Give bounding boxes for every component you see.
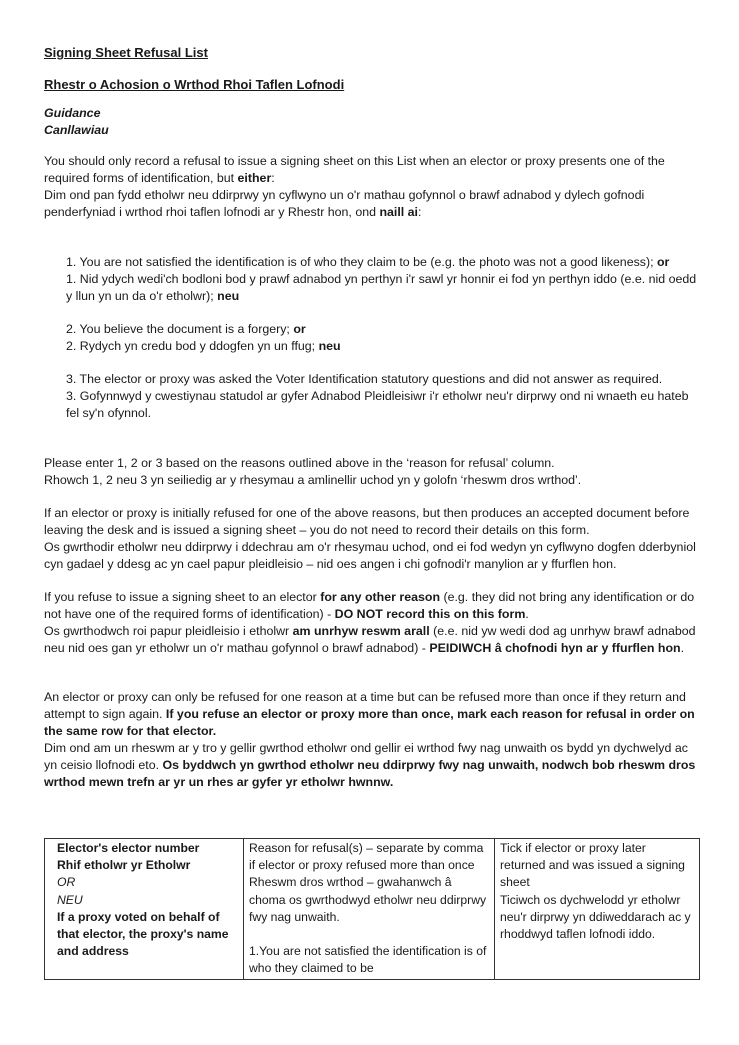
example-reason-entry: 1.You are not satisfied the identification is of who they claimed to be — [249, 944, 487, 976]
reason-1-english: 1. You are not satisfied the identification is of who they claim to be (e.g. the photo was not a good likeness); or — [66, 255, 670, 269]
reason-2 — [66, 321, 700, 355]
title-english: Signing Sheet Refusal List — [44, 45, 208, 60]
table-header-row — [45, 839, 700, 980]
intro-paragraph — [44, 153, 700, 221]
title-welsh: Rhestr o Achosion o Wrthod Rhoi Taflen Lofnodi — [44, 77, 345, 92]
other-welsh: Os gwrthodwch roi papur pleidleisio i etholwr am unrhyw reswm arall (e.e. nid yw wedi dod ag unrhyw brawf adnabod neu nid oes gan yr etholwr un o'r mathau gofynnol o brawf adnabod) - PEIDIWCH â chofnodi hyn ar y ffurflen hon. — [44, 624, 696, 655]
initially-english: If an elector or proxy is initially refused for one of the above reasons, but then produces an accepted document before leaving the desk and is issued a signing sheet – you do not need to record their details on this form. — [44, 506, 690, 537]
other-reason-paragraph — [44, 589, 700, 657]
refusal-table — [44, 838, 700, 980]
header-reason-for-refusal: Reason for refusal(s) – separate by comma if elector or proxy refused more than once Rheswm dros wrthod – gwahanwch â choma os gwrthodwyd etholwr neu ddirprwy fwy nag unwaith. 1.You are not satisfied the identification is of who they claimed to be — [244, 839, 495, 980]
once-welsh: Dim ond am un rheswm ar y tro y gellir gwrthod etholwr ond gellir ei wrthod fwy nag unwaith os bydd yn dychwelyd ac yn ceisio llofnodi eto. Os byddwch yn gwrthod etholwr neu ddirprwy fwy nag unwaith, nodwch bob rheswm dros wrthod mewn trefn ar yr un rhes ar gyfer yr etholwr hwnnw. — [44, 741, 696, 789]
enter-paragraph — [44, 455, 700, 489]
other-english: If you refuse to issue a signing sheet to an elector for any other reason (e.g. they did not bring any identification or do not have one of the required forms of identification) - DO NOT record this on this form. — [44, 590, 695, 621]
guidance-english: Guidance — [44, 106, 101, 120]
reason-1 — [66, 254, 700, 305]
guidance-heading — [44, 105, 109, 139]
once-english: An elector or proxy can only be refused for one reason at a time but can be refused more than once if they return and attempt to sign again. If you refuse an elector or proxy more than once, mark each reason for refusal in order on the same row for that elector. — [44, 690, 695, 738]
intro-english: You should only record a refusal to issue a signing sheet on this List when an elector or proxy presents one of the required forms of identification, but either: — [44, 154, 665, 185]
reason-2-welsh: 2. Rydych yn credu bod y ddogfen yn un ffug; neu — [66, 339, 341, 353]
header-returned-tick: Tick if elector or proxy later returned and was issued a signing sheet Ticiwch os dychwelodd yr etholwr neu'r dirprwy yn ddiweddarach ac y rhoddwyd taflen lofnodi iddo. — [495, 839, 700, 980]
header-elector-number: Elector's elector number Rhif etholwr yr Etholwr OR NEU If a proxy voted on behalf of that elector, the proxy's name and address — [45, 839, 244, 980]
reason-3 — [66, 371, 700, 422]
initially-refused-paragraph — [44, 505, 700, 573]
reason-3-welsh: 3. Gofynnwyd y cwestiynau statudol ar gyfer Adnabod Pleidleisiwr i'r etholwr neu'r dirprwy ond ni wnaeth eu hateb fel sy'n ofynnol. — [66, 389, 689, 420]
initially-welsh: Os gwrthodir etholwr neu ddirprwy i ddechrau am o'r rhesymau uchod, ond ei fod wedyn yn cyflwyno dogfen dderbyniol cyn gadael y ddesg ac yn cael papur pleidleisio – nid oes angen i chi gofnodi'r manylion ar y ffurflen hon. — [44, 540, 696, 571]
reason-1-welsh: 1. Nid ydych wedi'ch bodloni bod y prawf adnabod yn perthyn i'r sawl yr honnir ei fod yn perthyn iddo (e.e. nid oedd y llun yn un da o'r etholwr); neu — [66, 272, 697, 303]
reason-3-english: 3. The elector or proxy was asked the Voter Identification statutory questions and did not answer as required. — [66, 372, 663, 386]
intro-welsh: Dim ond pan fydd etholwr neu ddirprwy yn cyflwyno un o'r mathau gofynnol o brawf adnabod y dylech gofnodi penderfyniad i wrthod rhoi taflen lofnodi ar y Rhestr hon, ond naill ai: — [44, 188, 645, 219]
reason-2-english: 2. You believe the document is a forgery; or — [66, 322, 306, 336]
guidance-welsh: Canllawiau — [44, 123, 109, 137]
enter-welsh: Rhowch 1, 2 neu 3 yn seiliedig ar y rhesymau a amlinellir uchod yn y golofn ‘rheswm dros wrthod’. — [44, 473, 582, 487]
enter-english: Please enter 1, 2 or 3 based on the reasons outlined above in the ‘reason for refusal’ column. — [44, 456, 555, 470]
multiple-refusals-paragraph — [44, 689, 700, 791]
